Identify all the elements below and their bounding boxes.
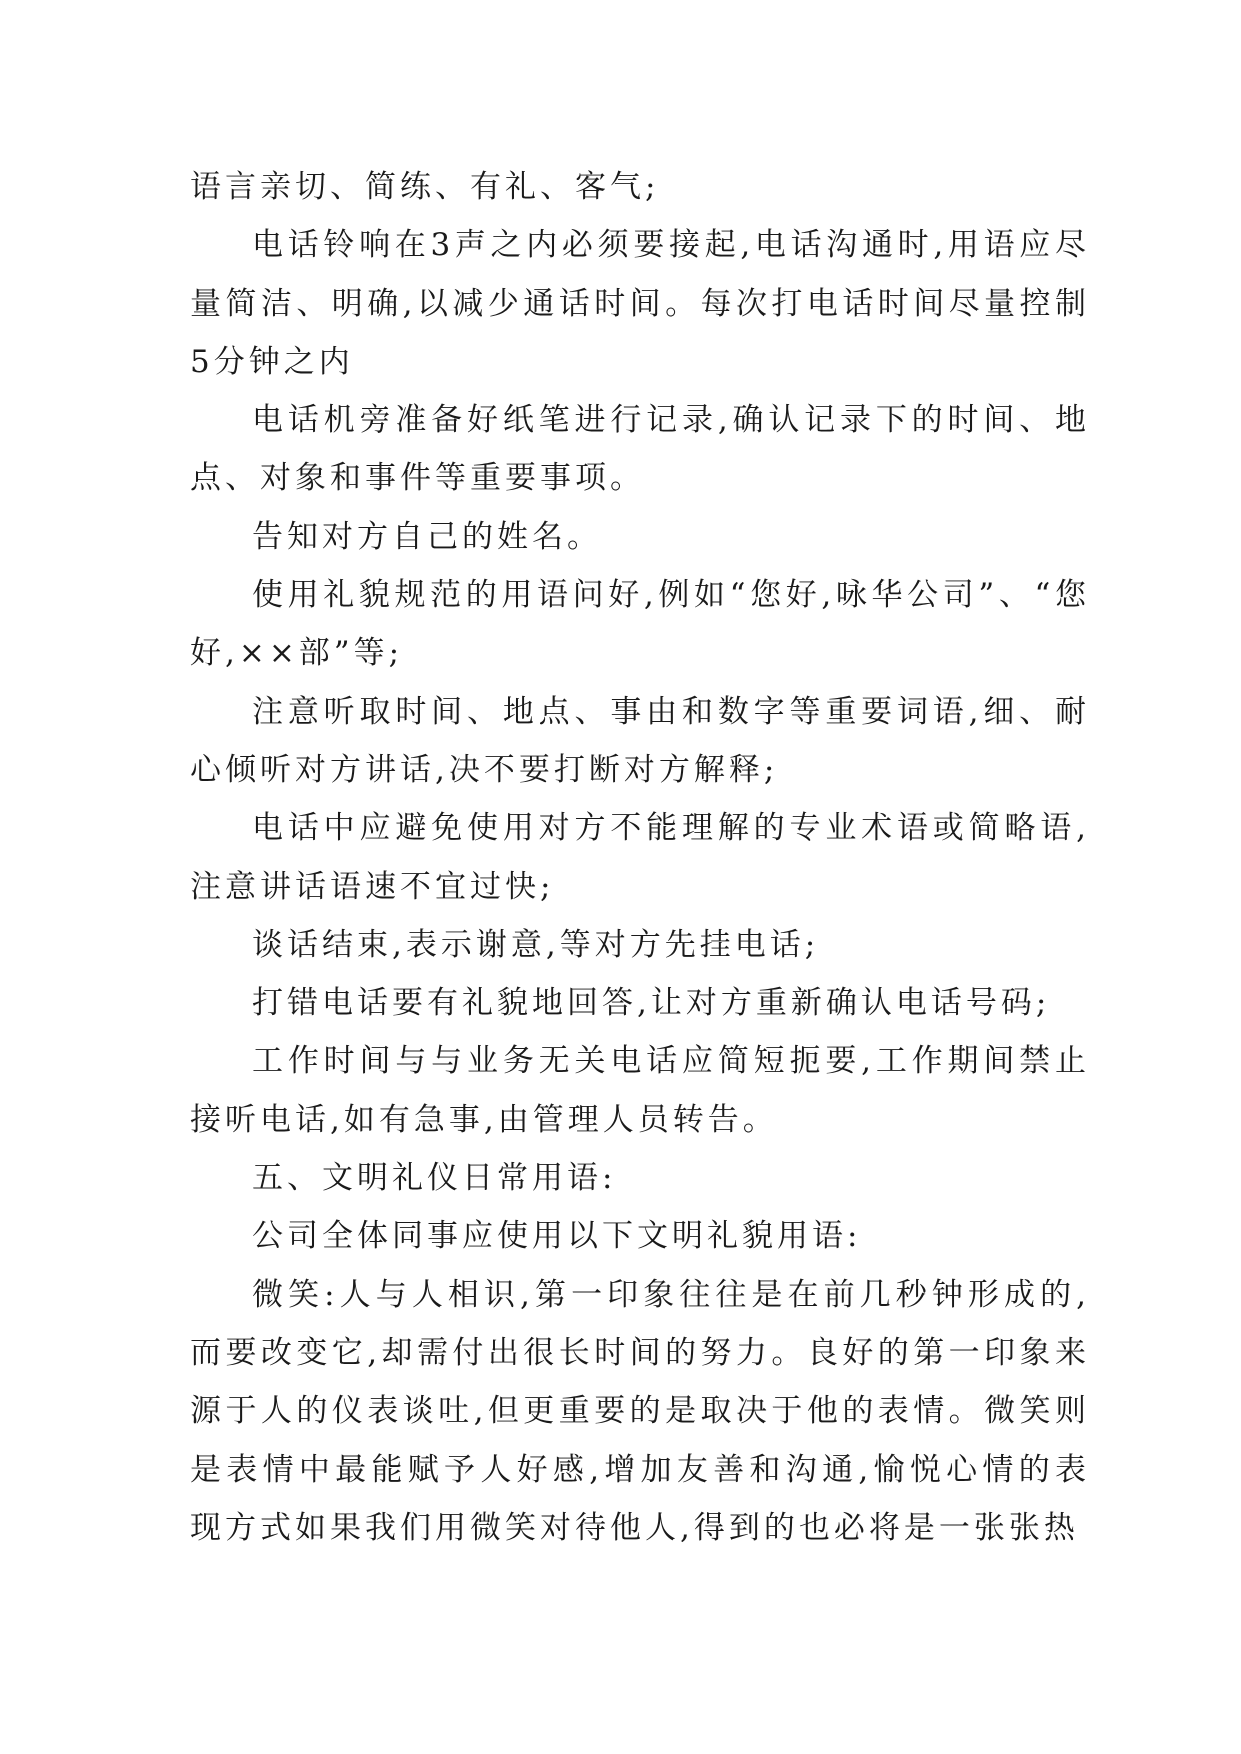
paragraph: 电话中应避免使用对方不能理解的专业术语或简略语,注意讲话语速不宜过快; bbox=[190, 810, 1090, 905]
paragraph: 电话铃响在3声之内必须要接起,电话沟通时,用语应尽量简洁、明确,以减少通话时间。每次打电话时间尽量控制5分钟之内 bbox=[190, 227, 1090, 380]
paragraph: 语言亲切、简练、有礼、客气; bbox=[190, 169, 660, 205]
paragraph: 电话机旁准备好纸笔进行记录,确认记录下的时间、地点、对象和事件等重要事项。 bbox=[190, 402, 1090, 497]
paragraph: 微笑:人与人相识,第一印象往往是在前几秒钟形成的,而要改变它,却需付出很长时间的努力。良好的第一印象来源于人的仪表谈吐,但更重要的是取决于他的表情。微笑则是表情中最能赋予人好感,增加友善和沟通,愉悦心情的表现方式如果我们用微笑对待他人,得到的也必将是一张张热 bbox=[190, 1276, 1090, 1546]
section-heading: 五、文明礼仪日常用语: bbox=[252, 1160, 617, 1197]
paragraph: 公司全体同事应使用以下文明礼貌用语: bbox=[252, 1218, 862, 1255]
paragraph: 打错电话要有礼貌地回答,让对方重新确认电话号码; bbox=[252, 985, 1051, 1022]
paragraph: 工作时间与与业务无关电话应简短扼要,工作期间禁止接听电话,如有急事,由管理人员转告。 bbox=[190, 1043, 1090, 1138]
paragraph: 告知对方自己的姓名。 bbox=[252, 518, 602, 555]
paragraph: 使用礼貌规范的用语问好,例如“您好,咏华公司”、“您好,××部”等; bbox=[190, 577, 1090, 672]
body-text bbox=[190, 158, 1090, 1557]
paragraph: 注意听取时间、地点、事由和数字等重要词语,细、耐心倾听对方讲话,决不要打断对方解释; bbox=[190, 693, 1090, 788]
paragraph: 谈话结束,表示谢意,等对方先挂电话; bbox=[252, 926, 820, 963]
